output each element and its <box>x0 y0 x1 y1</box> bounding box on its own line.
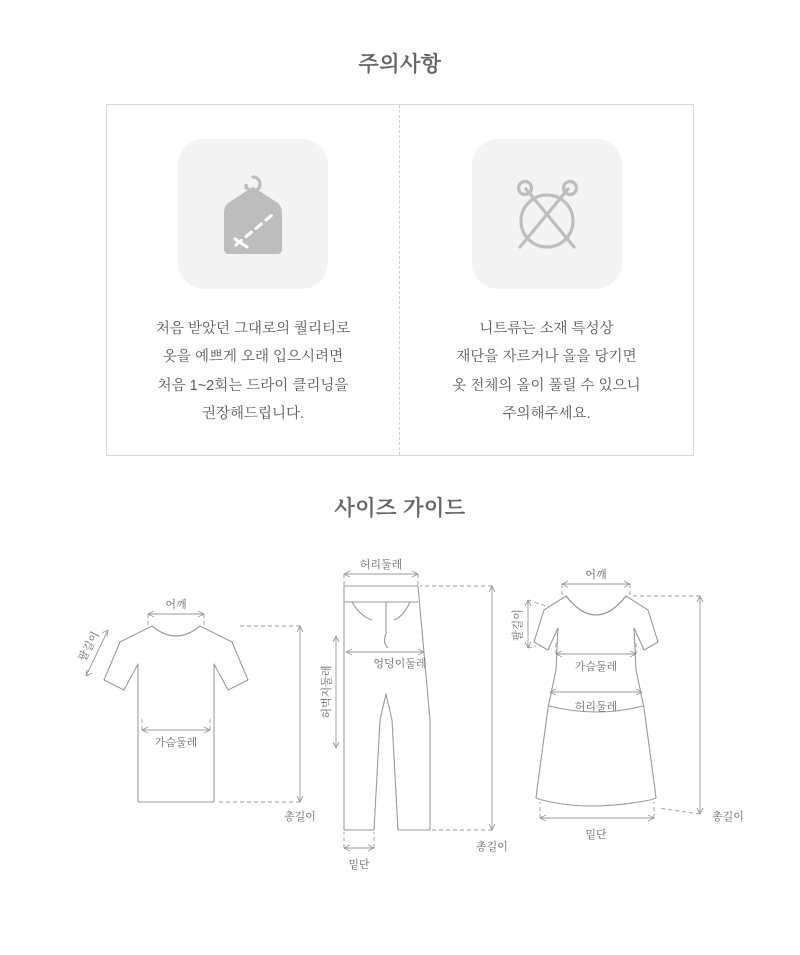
care-section-title: 주의사항 <box>358 53 442 76</box>
care-item-dry-cleaning <box>107 105 400 455</box>
pants-hem-label: 밑단 <box>348 859 370 871</box>
tshirt-diagram <box>75 597 316 823</box>
care-item-no-cutting <box>400 105 693 455</box>
care-line: 재단을 자르거나 올을 당기면 <box>456 349 637 366</box>
dress-waist-label: 허리둘레 <box>574 701 618 713</box>
dress-sleeve-label: 팔길이 <box>512 609 524 641</box>
care-line: 권장해드립니다. <box>201 405 305 422</box>
dress-diagram <box>510 567 744 841</box>
care-line: 옷을 예쁘게 오래 입으시려면 <box>162 349 344 366</box>
size-guide-diagram <box>0 530 800 890</box>
pants-hip-label: 엉덩이둘레 <box>373 658 427 670</box>
care-line: 처음 1~2회는 드라이 클리닝을 <box>157 377 349 394</box>
dress-chest-label: 가슴둘레 <box>574 661 618 673</box>
care-line: 옷 전체의 올이 풀릴 수 있으니 <box>452 377 641 394</box>
size-guide-title: 사이즈 가이드 <box>334 497 466 520</box>
dress-shoulder-label: 어깨 <box>585 569 607 581</box>
care-line: 주의해주세요. <box>502 405 591 422</box>
pants-waist-label: 허리둘레 <box>359 559 403 571</box>
pants-thigh-label: 허벅지둘레 <box>321 665 333 719</box>
tshirt-sleeve-label: 팔길이 <box>76 629 103 664</box>
care-line: 니트류는 소재 특성상 <box>479 321 614 337</box>
care-item-text <box>452 315 640 428</box>
dress-total-length-label: 총길이 <box>712 811 744 823</box>
tshirt-chest-label: 가슴둘레 <box>154 737 198 749</box>
care-item-text <box>156 315 350 428</box>
dress-hem-label: 밑단 <box>585 829 607 841</box>
care-line: 처음 받았던 그대로의 퀄리티로 <box>155 321 351 337</box>
pants-total-length-label: 총길이 <box>476 841 508 853</box>
no-cutting-icon <box>472 139 622 289</box>
garment-bag-icon <box>178 139 328 289</box>
tshirt-shoulder-label: 어깨 <box>165 599 187 611</box>
tshirt-total-length-label: 총길이 <box>284 811 316 823</box>
care-box <box>106 104 694 456</box>
pants-diagram <box>319 557 508 871</box>
